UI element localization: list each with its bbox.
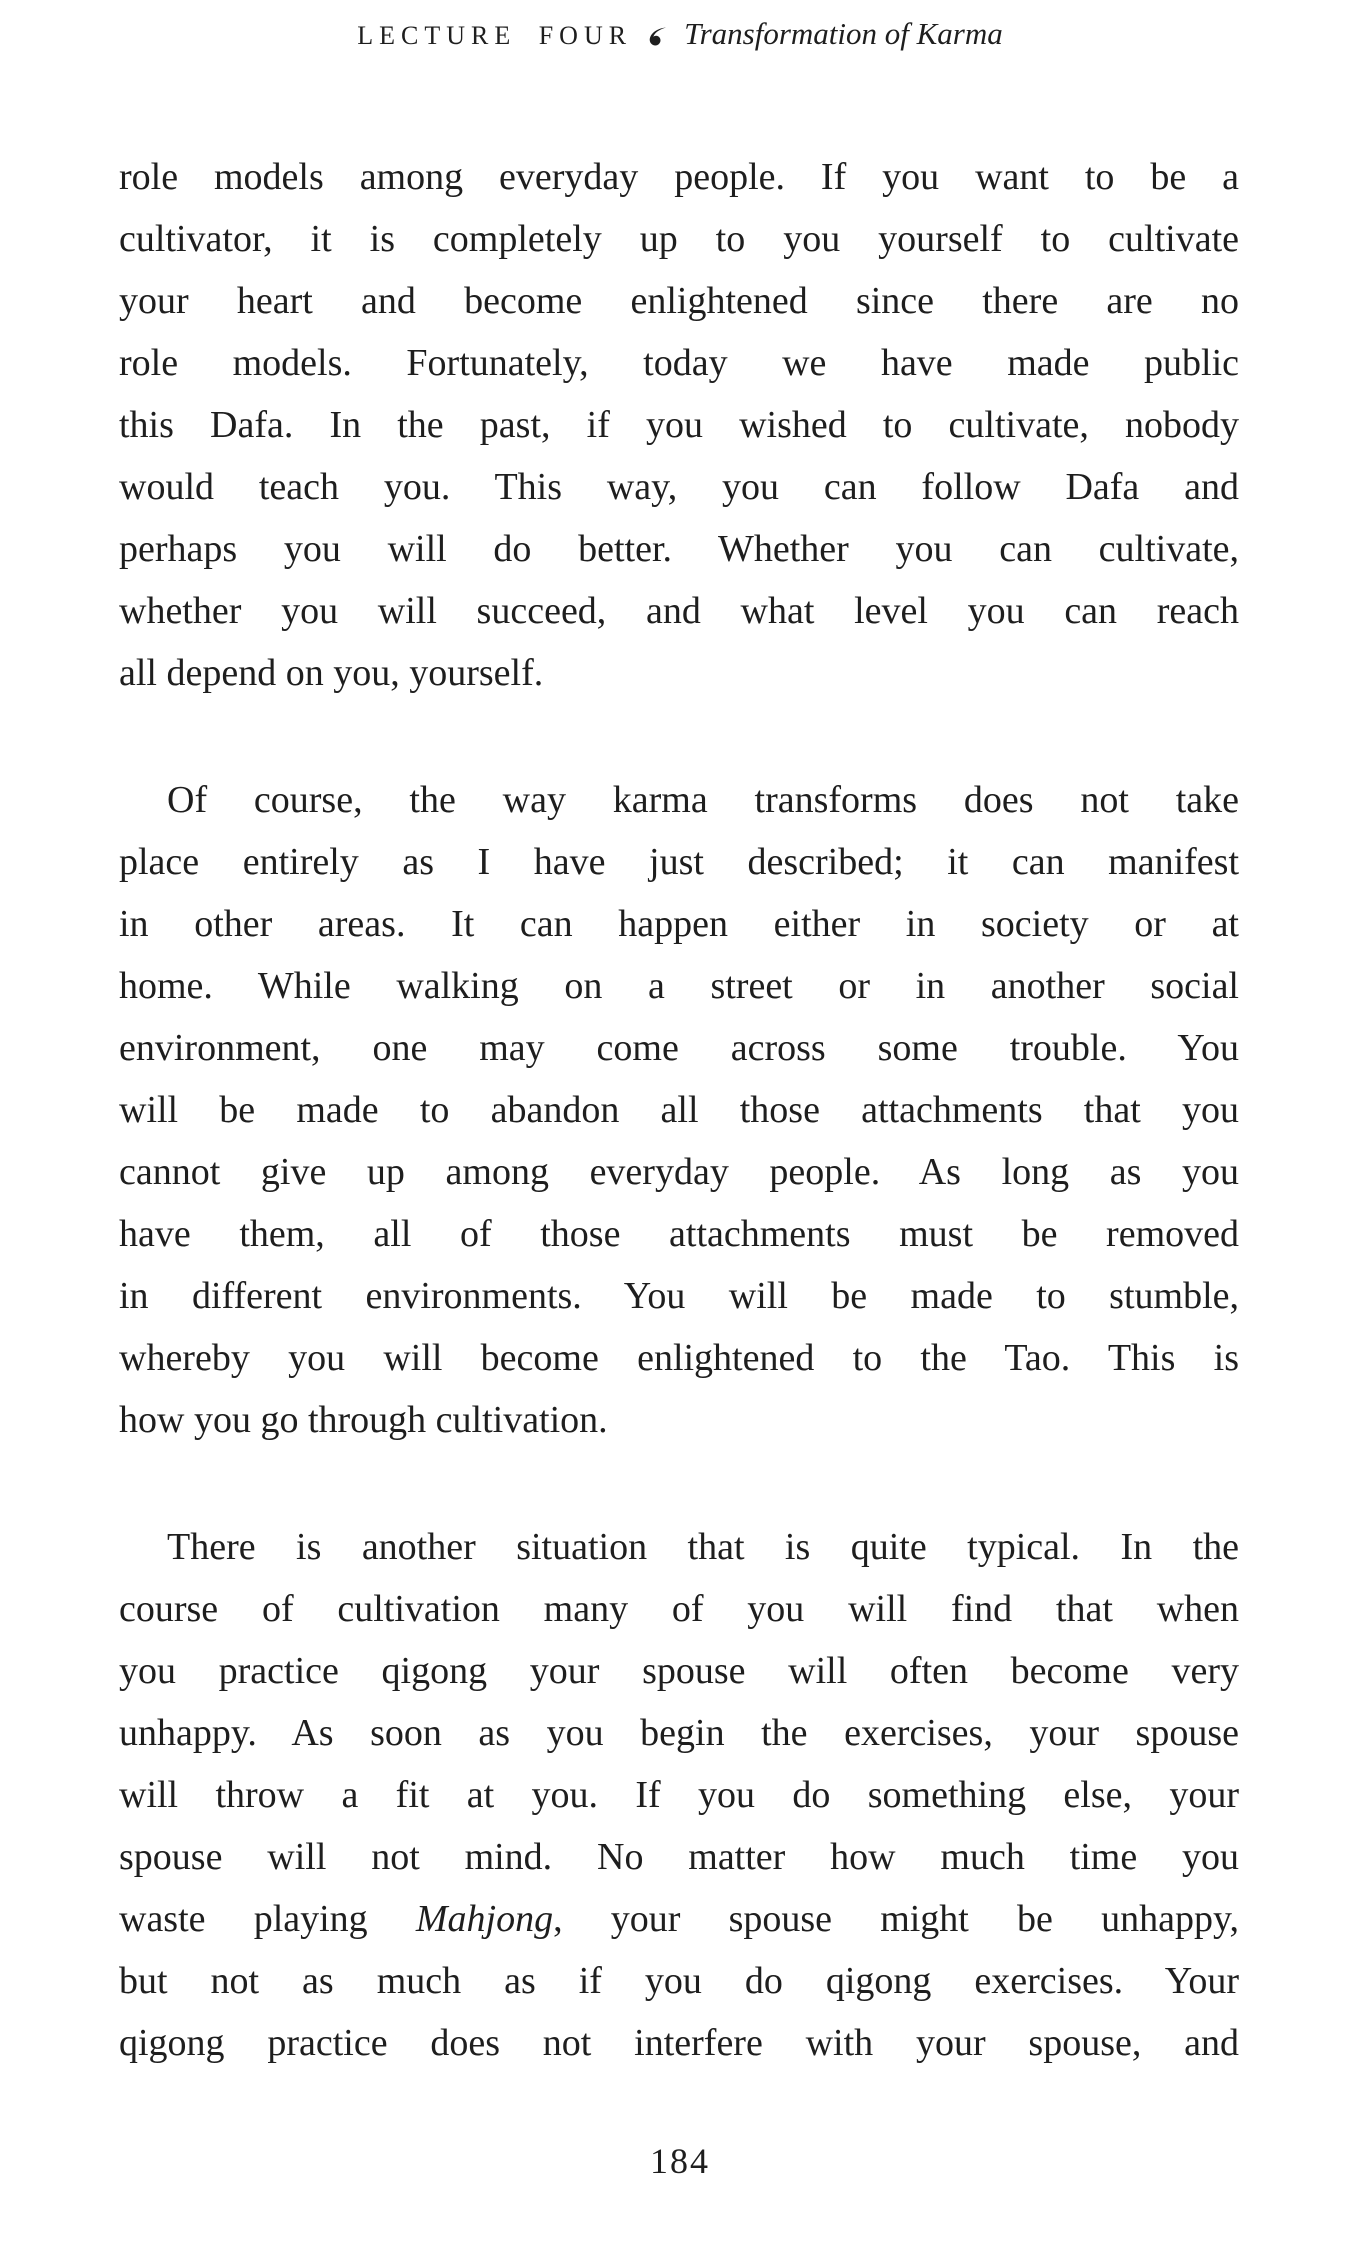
running-header [0,16,1360,52]
body-text [119,146,1239,2074]
leaf-ornament-icon [646,25,670,49]
paragraph [119,769,1239,1451]
text-line: role models among everyday people. If you want to be a [119,156,1239,198]
text-line: but not as much as if you do qigong exercises. Your [119,1960,1239,2002]
text-line: spouse will not mind. No matter how much time you [119,1836,1239,1878]
text-line: There is another situation that is quite typical. In the [167,1526,1239,1568]
text-line: you practice qigong your spouse will often become very [119,1650,1239,1692]
text-line: Of course, the way karma transforms does not take [167,779,1239,821]
text-line: course of cultivation many of you will find that when [119,1588,1239,1630]
text-line: have them, all of those attachments must be removed [119,1213,1239,1255]
text-line: how you go through cultivation. [119,1399,608,1441]
text-line: perhaps you will do better. Whether you can cultivate, [119,528,1239,570]
text-segment: , your spouse might be unhappy, [553,1898,1239,1940]
chapter-title: Transformation of Karma [684,16,1003,51]
text-line: your heart and become enlightened since there are no [119,280,1239,322]
text-line: whether you will succeed, and what level you can reach [119,590,1239,632]
text-line: qigong practice does not interfere with your spouse, and [119,2022,1239,2064]
text-line: will throw a fit at you. If you do something else, your [119,1774,1239,1816]
text-line: in other areas. It can happen either in society or at [119,903,1239,945]
text-line: will be made to abandon all those attachments that you [119,1089,1239,1131]
text-line: home. While walking on a street or in another social [119,965,1239,1007]
text-line: in different environments. You will be made to stumble, [119,1275,1239,1317]
text-line: all depend on you, yourself. [119,652,544,694]
text-line [119,1888,1239,1950]
italic-term: Mahjong [415,1898,554,1940]
page-number: 184 [650,2141,710,2181]
text-line: this Dafa. In the past, if you wished to cultivate, nobody [119,404,1239,446]
text-segment: waste playing [119,1898,416,1940]
text-line: place entirely as I have just described; it can manifest [119,841,1239,883]
text-line: environment, one may come across some trouble. You [119,1027,1239,1069]
text-line: role models. Fortunately, today we have made public [119,342,1239,384]
paragraph [119,146,1239,704]
text-line: cannot give up among everyday people. As long as you [119,1151,1239,1193]
text-line: cultivator, it is completely up to you yourself to cultivate [119,218,1239,260]
paragraph [119,1516,1239,2074]
lecture-label: LECTURE FOUR [357,21,633,50]
text-line: unhappy. As soon as you begin the exercises, your spouse [119,1712,1239,1754]
text-line: would teach you. This way, you can follow Dafa and [119,466,1239,508]
text-line: whereby you will become enlightened to the Tao. This is [119,1337,1239,1379]
